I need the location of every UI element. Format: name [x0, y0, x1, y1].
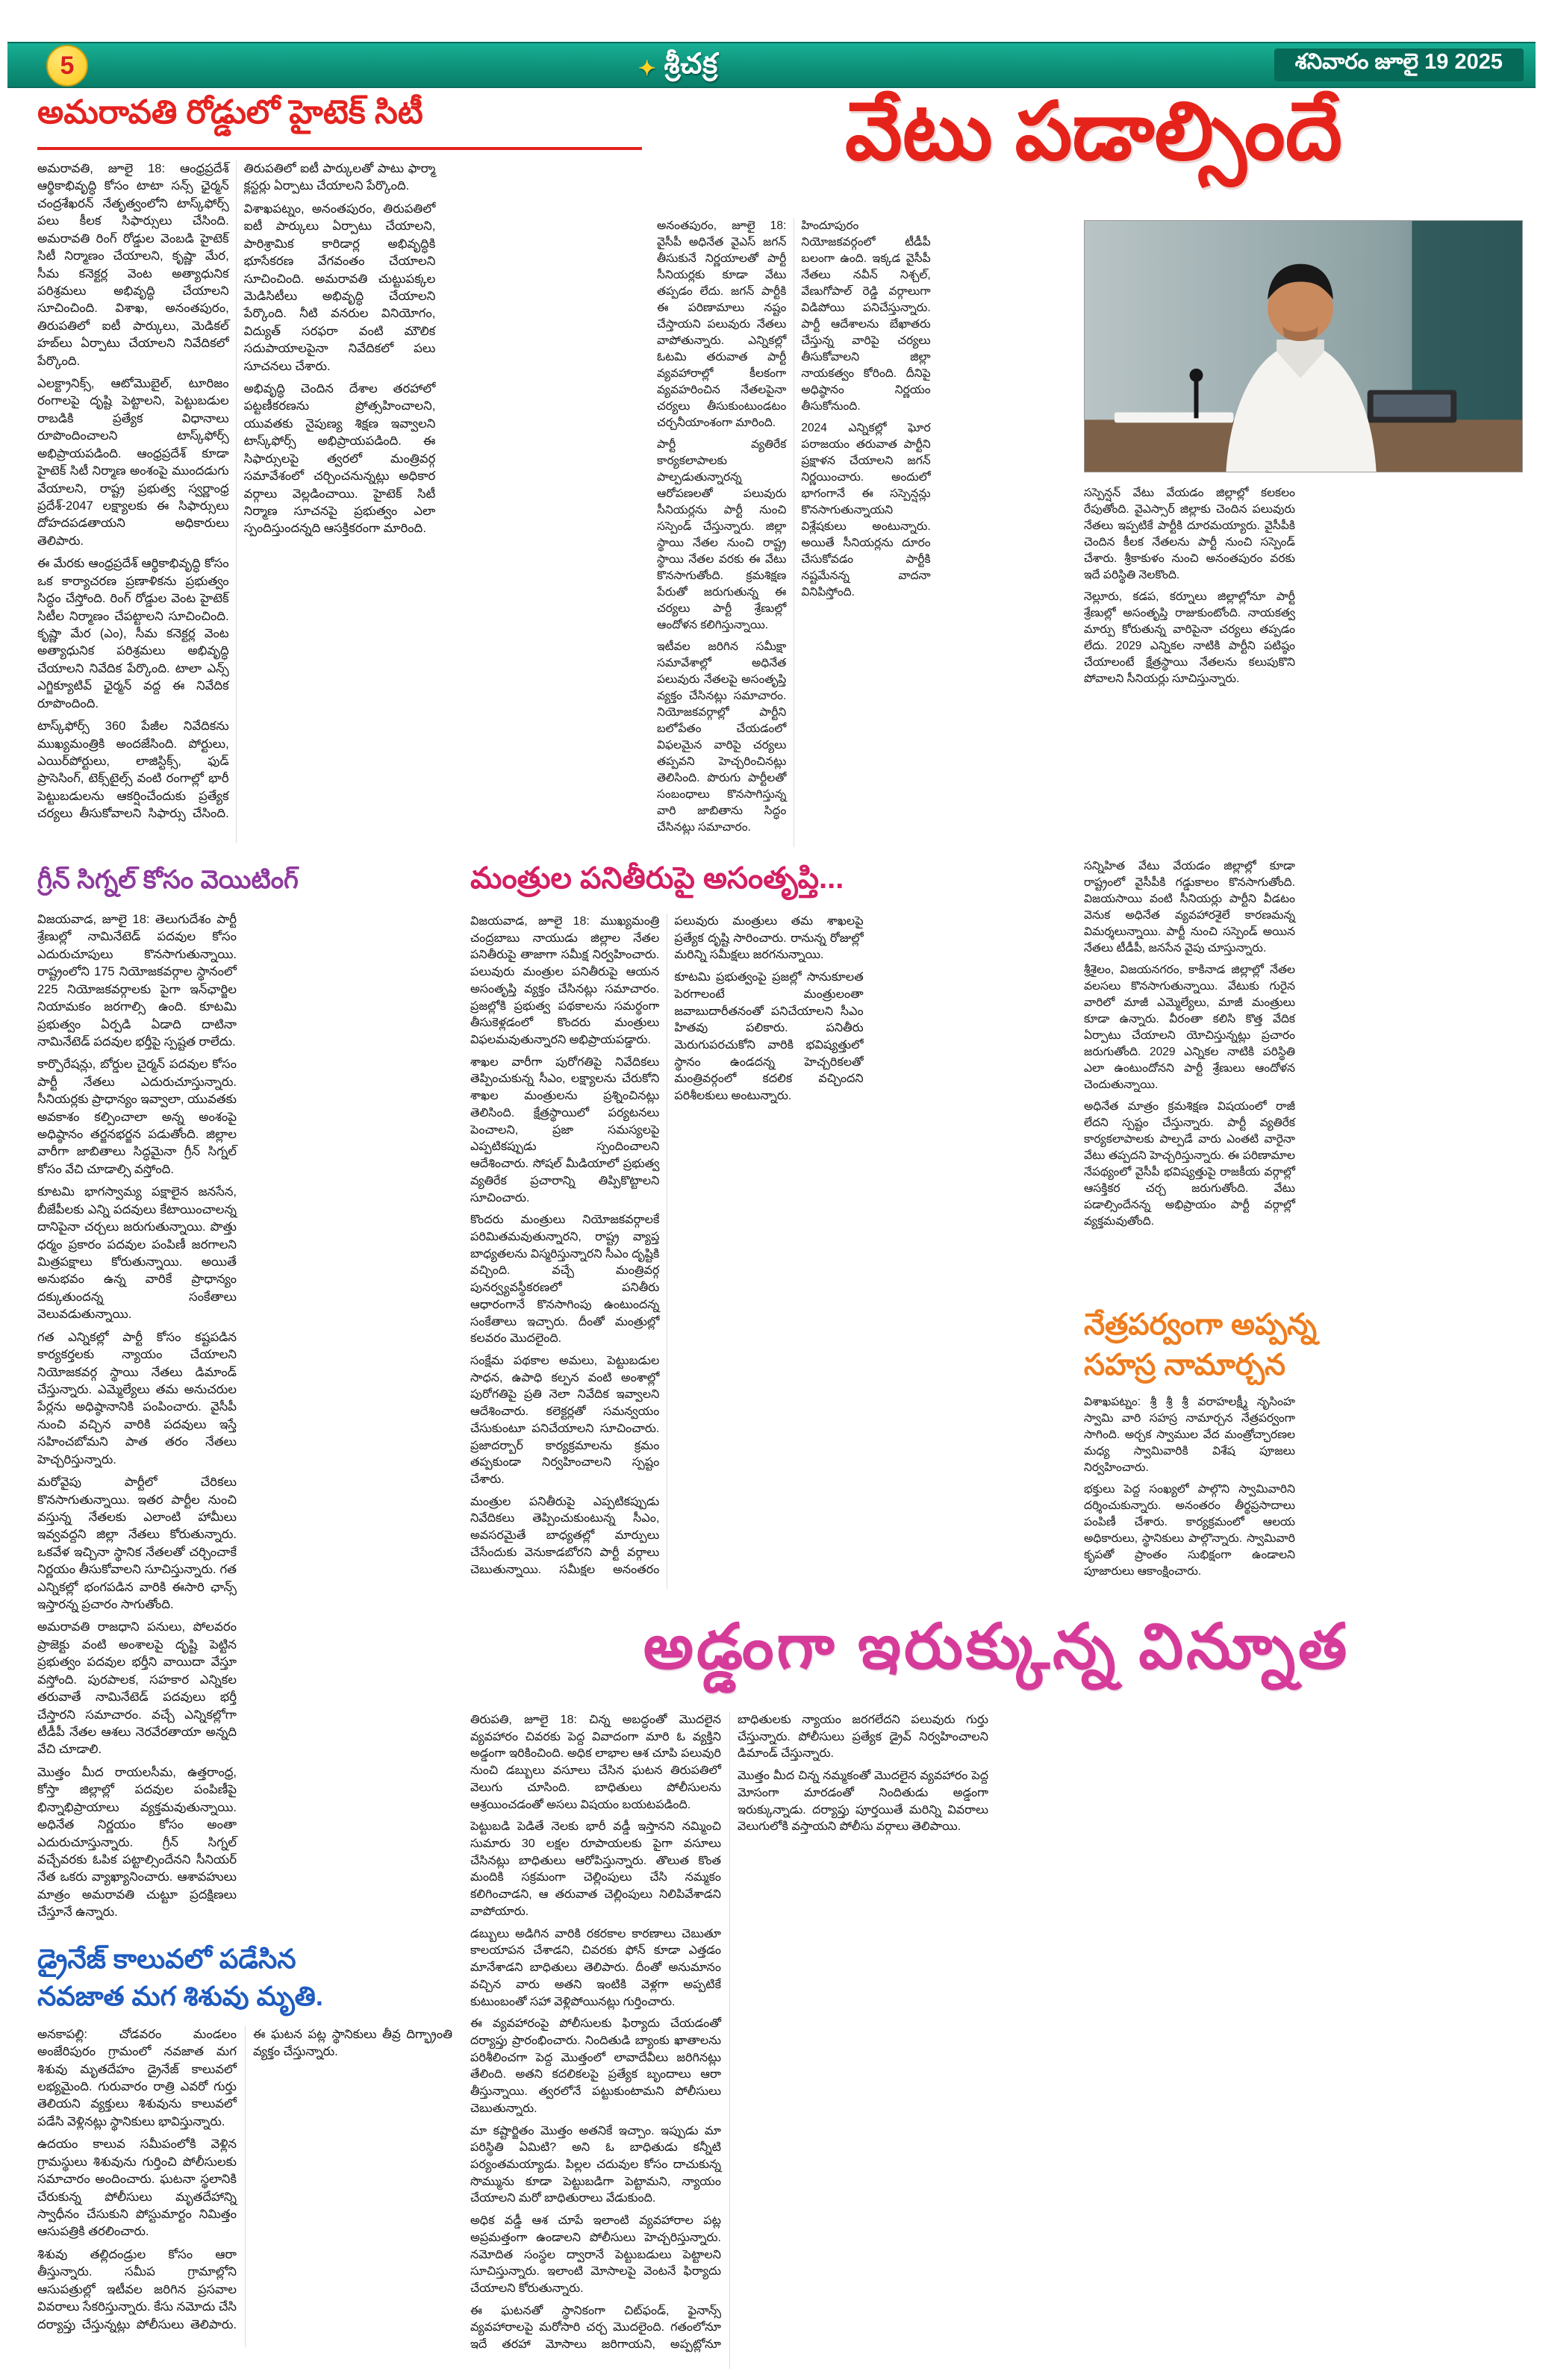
paragraph: శాఖల వారీగా పురోగతిపై నివేదికలు తెప్పించుకున్న సీఎం, లక్ష్యాలను చేరుకోని శాఖల మంత్రులను ప్రశ్నించినట్లు తెలిసింది. క్షేత్రస్థాయిలో పర్యటనలు పెంచాలని, ప్రజా సమస్యలపై ఎప్పటికప్పుడు స్పందించాలని ఆదేశించారు. సోషల్ మీడియాలో ప్రభుత్వ వ్యతిరేక ప్రచారాన్ని తిప్పికొట్టాలని సూచించారు.: [470, 1055, 660, 1205]
ministers-body: [470, 913, 1067, 1589]
paragraph: అధిక వడ్డీ ఆశ చూపే ఇలాంటి వ్యవహారాల పట్ల అప్రమత్తంగా ఉండాలని పోలీసులు హెచ్చరిస్తున్నారు. నమోదిత సంస్థల ద్వారానే పెట్టుబడులు పెట్టాలని సూచిస్తున్నారు. ఇలాంటి మోసాలపై వెంటనే ఫిర్యాదు చేయాలని కోరుతున్నారు.: [470, 2214, 721, 2295]
date-box: [1274, 49, 1524, 81]
article-ministers: [470, 862, 1067, 1589]
article-netra: [1084, 1305, 1523, 1584]
paragraph: టాస్క్‌ఫోర్స్ 360 పేజీల నివేదికను ముఖ్యమంత్రికి అందజేసింది. పోర్టులు, ఎయిర్‌పోర్టులు, లాజిస్టిక్స్, ఫుడ్ ప్రాసెసింగ్, టెక్స్‌టైల్స్ వంటి రంగాల్లో భారీ పెట్టుబడులను ఆకర్షించేందుకు ప్రత్యేక చర్యలు తీసుకోవాలని సిఫార్సు చేసింది. తిరుపతిలో ఐటీ పార్కులతో పాటు ఫార్మా క్లస్టర్లు ఏర్పాటు చేయాలని పేర్కొంది.: [37, 162, 436, 821]
news-photo-illustration: [1085, 221, 1522, 472]
paragraph: డబ్బులు అడిగిన వారికి రకరకాల కారణాలు చెబుతూ కాలయాపన చేశాడని, చివరకు ఫోన్ కూడా ఎత్తడం మానేశాడని బాధితులు తెలిపారు. దీంతో అనుమానం వచ్చిన వారు అతని ఇంటికి వెళ్లగా అప్పటికే కుటుంబంతో సహా వెళ్లిపోయినట్లు గుర్తించారు.: [470, 1927, 721, 2008]
paragraph: కొందరు మంత్రులు నియోజకవర్గాలకే పరిమితమవుతున్నారని, రాష్ట్ర వ్యాప్త బాధ్యతలను విస్మరిస్తున్నారని సీఎం దృష్టికి వచ్చింది. వచ్చే మంత్రివర్గ పునర్వ్యవస్థీకరణలో పనితీరు ఆధారంగానే కొనసాగింపు ఉంటుందన్న సంకేతాలు ఇచ్చారు. దీంతో మంత్రుల్లో కలవరం మొదలైంది.: [470, 1214, 660, 1346]
article-addanga: [470, 1611, 1523, 2369]
article-green-signal: [37, 866, 452, 1923]
paragraph: ఎలక్ట్రానిక్స్, ఆటోమొబైల్, టూరిజం రంగాలపై దృష్టి పెట్టాలని, పెట్టుబడుల రాబడికి ప్రత్యేక విధానాలు రూపొందించాలని టాస్క్‌ఫోర్స్ అభిప్రాయపడింది. ఆంధ్రప్రదేశ్ కూడా హైటెక్ సిటీ నిర్మాణ అంశంపై ముందడుగు వేయాలని, రాష్ట్ర ప్రభుత్వ స్వర్ణాంధ్ర ప్రదేశ్-2047 లక్ష్యాలకు ఈ సిఫార్సులు దోహదపడతాయని అధికారులు తెలిపారు.: [37, 377, 229, 548]
paragraph: విజయవాడ, జూలై 18: ముఖ్యమంత్రి చంద్రబాబు నాయుడు జిల్లాల నేతల పనితీరుపై తాజాగా సమీక్ష నిర్వహించారు. పలువురు మంత్రుల పనితీరుపై ఆయన అసంతృప్తి వ్యక్తం చేసినట్లు సమాచారం. ప్రజల్లోకి ప్రభుత్వ పథకాలను సమర్థంగా తీసుకెళ్లడంలో కొందరు మంత్రులు విఫలమవుతున్నారని అభిప్రాయపడ్డారు.: [470, 915, 660, 1047]
news-photo: [1084, 220, 1523, 472]
edition-date: శనివారం జూలై 19 2025: [1294, 50, 1503, 74]
paragraph: 2024 ఎన్నికల్లో ఘోర పరాజయం తరువాత పార్టీని ప్రక్షాళన చేయాలని జగన్ నిర్ణయించారు. అందులో భాగంగానే ఈ సస్పెన్షన్లు కొనసాగుతున్నాయని విశ్లేషకులు అంటున్నారు. అయితే సీనియర్లను దూరం చేసుకోవడం పార్టీకి నష్టమేనన్న వాదనా వినిపిస్తోంది.: [801, 422, 931, 599]
paragraph: సన్నిహిత వేటు వేయడం జిల్లాల్లో కూడా రాష్ట్రంలో వైసీపీకి గడ్డుకాలం కొనసాగుతోంది. విజయసాయి వంటి సీనియర్లు పార్టీని వీడటం వెనుక అధినేత వ్యవహారశైలే కారణమన్న విమర్శలున్నాయి. పార్టీ నుంచి సస్పెండ్ అయిన నేతలు టీడీపీ, జనసేన వైపు చూస్తున్నారు.: [1084, 860, 1295, 955]
paragraph: ఉదయం కాలువ సమీపంలోకి వెళ్లిన గ్రామస్థులు శిశువును గుర్తించి పోలీసులకు సమాచారం అందించారు. ఘటనా స్థలానికి చేరుకున్న పోలీసులు మృతదేహాన్ని స్వాధీనం చేసుకుని పోస్టుమార్టం నిమిత్తం ఆసుపత్రికి తరలించారు.: [37, 2137, 237, 2239]
drainage-headline-line2: నవజాత మగ శిశువు మృతి.: [37, 1981, 323, 2012]
paragraph: కూటమి భాగస్వామ్య పక్షాలైన జనసేన, బీజేపీలకు ఎన్ని పదవులు కేటాయించాలన్న దానిపైనా చర్చలు జరుగుతున్నాయి. పొత్తు ధర్మం ప్రకారం పదవుల పంపిణీ జరగాలని మిత్రపక్షాలు కోరుతున్నాయి. అయితే అనుభవం ఉన్న వారికే ప్రాధాన్యం దక్కుతుందన్న సంకేతాలు వెలువడుతున్నాయి.: [37, 1185, 237, 1322]
netra-headline-line1: నేత్రపర్వంగా అప్పన్న: [1084, 1308, 1317, 1341]
paragraph: మంత్రుల పనితీరుపై ఎప్పటికప్పుడు నివేదికలు తెప్పించుకుంటున్న సీఎం, అవసరమైతే బాధ్యతల్లో మార్పులు చేసేందుకు వెనుకాడబోరని పార్టీ వర్గాలు చెబుతున్నాయి. సమీక్షల అనంతరం పలువురు మంత్రులు తమ శాఖలపై ప్రత్యేక దృష్టి సారించారు. రానున్న రోజుల్లో మరిన్ని సమీక్షలు జరగనున్నాయి.: [470, 915, 864, 1576]
paragraph: అనంతపురం, జూలై 18: వైసీపీ అధినేత వైఎస్ జగన్ తీసుకునే నిర్ణయాలతో పార్టీ సీనియర్లకు కూడా వేటు తప్పడం లేదు. జగన్ పార్టీకి ఈ పరిణామాలు నష్టం చేస్తాయని పలువురు నేతలు వాపోతున్నారు. ఎన్నికల్లో ఓటమి తరువాత పార్టీ వ్యవహారాల్లో కీలకంగా వ్యవహరించిన నేతలపైనా చర్యలు తీసుకుంటుండటం చర్చనీయాంశంగా మారింది.: [657, 219, 787, 429]
paragraph: అధినేత మాత్రం క్రమశిక్షణ విషయంలో రాజీ లేదని స్పష్టం చేస్తున్నారు. పార్టీ వ్యతిరేక కార్యకలాపాలకు పాల్పడే వారు ఎంతటి వారైనా వేటు తప్పదని హెచ్చరిస్తున్నారు. ఈ పరిణామాల నేపథ్యంలో వైసీపీ భవిష్యత్తుపై రాజకీయ వర్గాల్లో ఆసక్తికర చర్చ జరుగుతోంది. వేటు పడాల్సిందేనన్న అభిప్రాయం పార్టీ వర్గాల్లో వ్యక్తమవుతోంది.: [1084, 1100, 1295, 1228]
paragraph: మొత్తం మీద చిన్న నమ్మకంతో మొదలైన వ్యవహారం పెద్ద మోసంగా మారడంతో నిందితుడు అడ్డంగా ఇరుక్కున్నాడు. దర్యాప్తు పూర్తయితే మరిన్ని వివరాలు వెలుగులోకి వస్తాయని పోలీసు వర్గాలు తెలిపాయి.: [738, 1770, 988, 1834]
paragraph: కార్పొరేషన్లు, బోర్డుల చైర్మన్ పదవుల కోసం పార్టీ నేతలు ఎదురుచూస్తున్నారు. సీనియర్లకు ప్రాధాన్యం ఇవ్వాలా, యువతకు అవకాశం కల్పించాలా అన్న అంశంపై అధిష్ఠానం తర్జనభర్జన పడుతోంది. జిల్లాల వారీగా జాబితాలు సిద్ధమైనా గ్రీన్ సిగ్నల్ కోసం వేచి చూడాల్సి వస్తోంది.: [37, 1058, 237, 1176]
vetu-headline: వేటు పడాల్సిందే: [845, 86, 1342, 176]
paragraph: భక్తులు పెద్ద సంఖ్యలో పాల్గొని స్వామివారిని దర్శించుకున్నారు. అనంతరం తీర్థప్రసాదాలు పంపిణీ చేశారు. కార్యక్రమంలో ఆలయ అధికారులు, స్థానికులు పాల్గొన్నారు. స్వామివారి కృపతో ప్రాంతం సుభిక్షంగా ఉండాలని పూజారులు ఆకాంక్షించారు.: [1084, 1483, 1295, 1578]
paragraph: గత ఎన్నికల్లో పార్టీ కోసం కష్టపడిన కార్యకర్తలకు న్యాయం చేయాలని నియోజకవర్గ స్థాయి నేతలు డిమాండ్ చేస్తున్నారు. ఎమ్మెల్యేలు తమ అనుచరుల పేర్లను అధిష్ఠానానికి పంపించారు. వైసీపీ నుంచి వచ్చిన వారికి పదవులు ఇస్తే సహించబోమని పాత తరం నేతలు హెచ్చరిస్తున్నారు.: [37, 1330, 237, 1467]
paragraph: పెట్టుబడి పెడితే నెలకు భారీ వడ్డీ ఇస్తానని నమ్మించి సుమారు 30 లక్షల రూపాయలకు పైగా వసూలు చేసినట్లు బాధితులు ఆరోపిస్తున్నారు. తొలుత కొంత మందికి సక్రమంగా చెల్లింపులు చేసి నమ్మకం కలిగించాడని, ఆ తరువాత చెల్లింపులు నిలిపివేశాడని వాపోయారు.: [470, 1820, 721, 1918]
vetu-body-right: [1084, 858, 1523, 1293]
masthead-title: శ్రీచక్ర: [664, 49, 719, 80]
netra-body: [1084, 1394, 1523, 1584]
paragraph: విశాఖపట్నం: శ్రీ శ్రీ శ్రీ వరాహలక్ష్మీ నృసింహ స్వామి వారి సహస్ర నామార్చన నేత్రపర్వంగా సాగింది. అర్చక స్వాముల వేద మంత్రోచ్ఛారణల మధ్య స్వామివారికి విశేష పూజలు నిర్వహించారు.: [1084, 1396, 1295, 1474]
paragraph: విజయవాడ, జూలై 18: తెలుగుదేశం పార్టీ శ్రేణుల్లో నామినేటెడ్ పదవుల కోసం ఎదురుచూపులు కొనసాగుతున్నాయి. రాష్ట్రంలోని 175 నియోజకవర్గాల స్థానంలో 225 నియోజకవర్గాలకు పైగా ఇన్‌ఛార్జిల నియామకం జరగాల్సి ఉంది. కూటమి ప్రభుత్వం ఏర్పడి ఏడాది దాటినా నామినేటెడ్ పదవుల భర్తీపై స్పష్టత రాలేదు.: [37, 913, 237, 1049]
paragraph: తిరుపతి, జూలై 18: చిన్న అబద్ధంతో మొదలైన వ్యవహారం చివరకు పెద్ద వివాదంగా మారి ఓ వ్యక్తిని అడ్డంగా ఇరికించింది. అధిక లాభాల ఆశ చూపి పలువురి నుంచి డబ్బులు వసూలు చేసిన ఘటన తిరుపతిలో వెలుగు చూసింది. బాధితులు పోలీసులను ఆశ్రయించడంతో అసలు విషయం బయటపడింది.: [470, 1714, 721, 1811]
page-number: 5: [60, 51, 75, 80]
paragraph: నెల్లూరు, కడప, కర్నూలు జిల్లాల్లోనూ పార్టీ శ్రేణుల్లో అసంతృప్తి రాజుకుంటోంది. నాయకత్వ మార్పు కోరుతున్న వారిపైనా చర్యలు తప్పడం లేదు. 2029 ఎన్నికల నాటికి పార్టీని పటిష్ఠం చేయాలంటే క్షేత్రస్థాయి నేతలను కలుపుకొని పోవాలని సీనియర్లు సూచిస్తున్నారు.: [1084, 590, 1295, 685]
article-drainage: [37, 1940, 452, 2347]
paragraph: మరోవైపు పార్టీలో చేరికలు కొనసాగుతున్నాయి. ఇతర పార్టీల నుంచి వస్తున్న నేతలకు ఎలాంటి హామీలు ఇవ్వవద్దని జిల్లా నేతలు కోరుతున్నారు. ఒకవేళ ఇచ్చినా స్థానిక నేతలతో చర్చించాకే నిర్ణయం తీసుకోవాలని సూచిస్తున్నారు. గత ఎన్నికల్లో భంగపడిన వారికి ఈసారి ఛాన్స్ ఇస్తారన్న ప్రచారం సాగుతోంది.: [37, 1475, 237, 1612]
paragraph: కూటమి ప్రభుత్వంపై ప్రజల్లో సానుకూలత పెరగాలంటే మంత్రులంతా జవాబుదారీతనంతో పనిచేయాలని సీఎం హితవు పలికారు. పనితీరు మెరుగుపరచుకోని వారికి భవిష్యత్తులో స్థానం ఉండదన్న హెచ్చరికలతో మంత్రివర్గంలో కదలిక వచ్చిందని పరిశీలకులు అంటున్నారు.: [674, 971, 864, 1103]
paragraph: శ్రీశైలం, విజయనగరం, కాకినాడ జిల్లాల్లో నేతల వలసలు కొనసాగుతున్నాయి. వేటుకు గురైన వారిలో మాజీ ఎమ్మెల్యేలు, మాజీ మంత్రులు కూడా ఉన్నారు. వీరంతా కలిసి కొత్త వేదిక ఏర్పాటు చేయాలని యోచిస్తున్నట్లు ప్రచారం జరుగుతోంది. 2029 ఎన్నికల నాటికి పరిస్థితి ఎలా ఉంటుందోనని పార్టీ శ్రేణులు ఆందోళన చెందుతున్నాయి.: [1084, 963, 1295, 1091]
paragraph: ఈ మేరకు ఆంధ్రప్రదేశ్ ఆర్థికాభివృద్ధి కోసం ఒక కార్యాచరణ ప్రణాళికను ప్రభుత్వం సిద్ధం చేస్తోంది. రింగ్ రోడ్డుల వెంట హైటెక్ సిటీల నిర్మాణం చేపట్టాలని సూచించింది. కృష్ణా మేర (ఎం), సీమ కనెక్టర్ల వెంట అత్యాధునిక పరిశ్రమలు అభివృద్ధి చేయాలని నివేదిక పేర్కొంది. టాలా ఎన్స్ ఎగ్జిక్యూటివ్ ఛైర్మన్ వద్ద ఈ నివేదిక రూపొందింది.: [37, 557, 229, 710]
green-signal-body: [37, 911, 452, 1923]
paragraph: విశాఖపట్నం, అనంతపురం, తిరుపతిలో ఐటీ పార్కులు ఏర్పాటు చేయాలని, పారిశ్రామిక కారిడార్ల అభివృద్ధికి భూసేకరణ వేగవంతం చేయాలని సూచించింది. అమరావతి చుట్టుపక్కల మెడిసిటీలు అభివృద్ధి చేయాలని పేర్కొంది. నీటి వనరుల వినియోగం, విద్యుత్ సరఫరా వంటి మౌలిక సదుపాయాలపైనా నివేదికలో పలు సూచనలు చేశారు.: [243, 202, 436, 373]
paragraph: సంక్షేమ పథకాల అమలు, పెట్టుబడుల సాధన, ఉపాధి కల్పన వంటి అంశాల్లో పురోగతిపై ప్రతి నెలా నివేదిక ఇవ్వాలని ఆదేశించారు. కలెక్టర్లతో సమన్వయం చేసుకుంటూ పనిచేయాలని సూచించారు. ప్రజాదర్బార్ కార్యక్రమాలను క్రమం తప్పకుండా నిర్వహించాలని స్పష్టం చేశారు.: [470, 1354, 660, 1486]
addanga-body: [470, 1712, 1523, 2369]
article-hitech: [37, 94, 642, 843]
paragraph: శిశువు తల్లిదండ్రుల కోసం ఆరా తీస్తున్నారు. సమీప గ్రామాల్లోని ఆసుపత్రుల్లో ఇటీవల జరిగిన ప్రసవాల వివరాలు సేకరిస్తున్నారు. కేసు నమోదు చేసి దర్యాప్తు చేస్తున్నట్లు పోలీసులు తెలిపారు. ఈ ఘటన పట్ల స్థానికులు తీవ్ర దిగ్భ్రాంతి వ్యక్తం చేస్తున్నారు.: [37, 2027, 452, 2331]
page-number-badge: [46, 45, 88, 87]
hitech-headline: అమరావతి రోడ్డులో హైటెక్ సిటీ: [37, 94, 642, 150]
paragraph: సస్పెన్షన్ వేటు వేయడం జిల్లాల్లో కలకలం రేపుతోంది. వైఎస్సార్ జిల్లాకు చెందిన పలువురు నేతలు ఇప్పటికే పార్టీకి దూరమయ్యారు. వైసీపీకి చెందిన కీలక నేతలను పార్టీ నుంచి సస్పెండ్ చేశారు. శ్రీకాకుళం నుంచి అనంతపురం వరకు ఇదే పరిస్థితి నెలకొంది.: [1084, 487, 1295, 581]
drainage-body: [37, 2026, 452, 2347]
vetu-body-main: [657, 218, 1075, 847]
paragraph: అభివృద్ధి చెందిన దేశాల తరహాలో పట్టణీకరణను ప్రోత్సహించాలని, యువతకు నైపుణ్య శిక్షణ ఇవ్వాలని టాస్క్‌ఫోర్స్ అభిప్రాయపడింది. ఈ సిఫార్సులపై త్వరలో మంత్రివర్గ సమావేశంలో చర్చించనున్నట్లు అధికార వర్గాలు వెల్లడించాయి. హైటెక్ సిటీ నిర్మాణ సూచనపై ప్రభుత్వం ఎలా స్పందిస్తుందన్నది ఆసక్తికరంగా మారింది.: [243, 382, 436, 536]
netra-headline: [1084, 1305, 1523, 1385]
paragraph: ఈ ఘటనతో స్థానికంగా చిట్‌ఫండ్, ఫైనాన్స్ వ్యవహారాలపై మరోసారి చర్చ మొదలైంది. గతంలోనూ ఇదే తరహా మోసాలు జరిగాయని, అప్పట్లోనూ బాధితులకు న్యాయం జరగలేదని పలువురు గుర్తు చేస్తున్నారు. పోలీసులు ప్రత్యేక డ్రైవ్ నిర్వహించాలని డిమాండ్ చేస్తున్నారు.: [470, 1714, 988, 2352]
hitech-body: [37, 160, 642, 843]
paragraph: పార్టీ వ్యతిరేక కార్యకలాపాలకు పాల్పడుతున్నారన్న ఆరోపణలతో పలువురు సీనియర్లను పార్టీ నుంచి సస్పెండ్ చేస్తున్నారు. జిల్లా స్థాయి నేతల నుంచి రాష్ట్ర స్థాయి నేతల వరకు ఈ వేటు కొనసాగుతోంది. క్రమశిక్షణ పేరుతో జరుగుతున్న ఈ చర్యలు పార్టీ శ్రేణుల్లో ఆందోళన కలిగిస్తున్నాయి.: [657, 438, 787, 631]
green-signal-headline: గ్రీన్ సిగ్నల్ కోసం వెయిటింగ్: [37, 866, 299, 894]
addanga-headline: అడ్డంగా ఇరుక్కున్న విన్నూత: [643, 1611, 1350, 1681]
paragraph: ఈ వ్యవహారంపై పోలీసులకు ఫిర్యాదు చేయడంతో దర్యాప్తు ప్రారంభించారు. నిందితుడి బ్యాంకు ఖాతాలను పరిశీలించగా పెద్ద మొత్తంలో లావాదేవీలు జరిగినట్లు తేలింది. అతని కదలికలపై ప్రత్యేక బృందాలు ఆరా తీస్తున్నాయి. త్వరలోనే పట్టుకుంటామని పోలీసులు చెబుతున్నారు.: [470, 2017, 721, 2115]
netra-headline-line2: సహస్ర నామార్చన: [1084, 1349, 1286, 1381]
paragraph: అమరావతి రాజధాని పనులు, పోలవరం ప్రాజెక్టు వంటి అంశాలపై దృష్టి పెట్టిన ప్రభుత్వం పదవుల భర్తీని వాయిదా వేస్తూ వస్తోంది. పురపాలక, సహకార ఎన్నికల తరువాతే నామినేటెడ్ పదవులు భర్తీ చేస్తారని సమాచారం. వచ్చే ఎన్నికల్లోగా టీడీపీ నేతల ఆశలు నెరవేరతాయా అన్నది వేచి చూడాలి.: [37, 1620, 237, 1757]
drainage-headline: [37, 1940, 452, 2016]
paragraph: అమరావతి, జూలై 18: ఆంధ్రప్రదేశ్ ఆర్థికాభివృద్ధి కోసం టాటా సన్స్ ఛైర్మన్ చంద్రశేఖరన్ నేతృత్వంలోని టాస్క్‌ఫోర్స్ పలు కీలక సిఫార్సులు చేసింది. అమరావతి రింగ్ రోడ్డుల వెంబడి హైటెక్ సిటీ నిర్మాణం చేయాలని, కృష్ణా మేర, సీమ కనెక్టర్ల వెంట అత్యాధునిక పరిశ్రమలు అభివృద్ధి చేయాలని సూచించింది. విశాఖ, అనంతపురం, తిరుపతిలో ఐటీ పార్కులు, మెడికల్ హబ్‌లు ఏర్పాటు చేయాలని నివేదికలో పేర్కొంది.: [37, 162, 229, 368]
vetu-body-below-photo: [1084, 485, 1523, 847]
paragraph: ఇటీవల జరిగిన సమీక్షా సమావేశాల్లో అధినేత పలువురు నేతలపై అసంతృప్తి వ్యక్తం చేసినట్లు సమాచారం. నియోజకవర్గాల్లో పార్టీని బలోపేతం చేయడంలో విఫలమైన వారిపై చర్యలు తప్పవని హెచ్చరించినట్లు తెలిసింది. పొరుగు పార్టీలతో సంబంధాలు కొనసాగిస్తున్న వారి జాబితాను సిద్ధం చేసినట్లు సమాచారం.: [657, 640, 787, 834]
paragraph: అనకాపల్లి: చోడవరం మండలం అంజేరిపురం గ్రామంలో నవజాత మగ శిశువు మృతదేహం డ్రైనేజ్ కాలువలో లభ్యమైంది. గురువారం రాత్రి ఎవరో గుర్తు తెలియని వ్యక్తులు శిశువును కాలువలో పడేసి వెళ్లినట్లు స్థానికులు భావిస్తున్నారు.: [37, 2027, 237, 2128]
paragraph: హిందూపురం నియోజకవర్గంలో టీడీపీ బలంగా ఉంది. ఇక్కడ వైసీపీ నేతలు నవీన్ నిశ్చల్, వేణుగోపాల్ రెడ్డి వర్గాలుగా విడిపోయి పనిచేస్తున్నారు. పార్టీ ఆదేశాలను బేఖాతరు చేస్తున్న వారిపై చర్యలు తీసుకోవాలని జిల్లా నాయకత్వం కోరింది. దీనిపై అధిష్ఠానం నిర్ణయం తీసుకోనుంది.: [801, 219, 931, 413]
ministers-headline: మంత్రుల పనితీరుపై అసంతృప్తి...: [470, 862, 844, 895]
paragraph: మొత్తం మీద రాయలసీమ, ఉత్తరాంధ్ర, కోస్తా జిల్లాల్లో పదవుల పంపిణీపై భిన్నాభిప్రాయాలు వ్యక్తమవుతున్నాయి. అధినేత నిర్ణయం కోసం అంతా ఎదురుచూస్తున్నారు. గ్రీన్ సిగ్నల్ వచ్చేవరకు ఓపిక పట్టాల్సిందేనని సీనియర్ నేత ఒకరు వ్యాఖ్యానించారు. ఆశావహులు మాత్రం అమరావతి చుట్టూ ప్రదక్షిణలు చేస్తూనే ఉన్నారు.: [37, 1765, 237, 1920]
masthead-emblem-icon: ✦: [638, 56, 657, 80]
paragraph: మా కష్టార్జితం మొత్తం అతనికే ఇచ్చాం. ఇప్పుడు మా పరిస్థితి ఏమిటి? అని ఓ బాధితుడు కన్నీటి పర్యంతమయ్యాడు. పిల్లల చదువుల కోసం దాచుకున్న సొమ్మును కూడా పెట్టుబడిగా పెట్టామని, న్యాయం చేయాలని మరో బాధితురాలు వేడుకుంది.: [470, 2124, 721, 2205]
drainage-headline-line1: డ్రైనేజ్ కాలువలో పడేసిన: [37, 1943, 296, 1974]
